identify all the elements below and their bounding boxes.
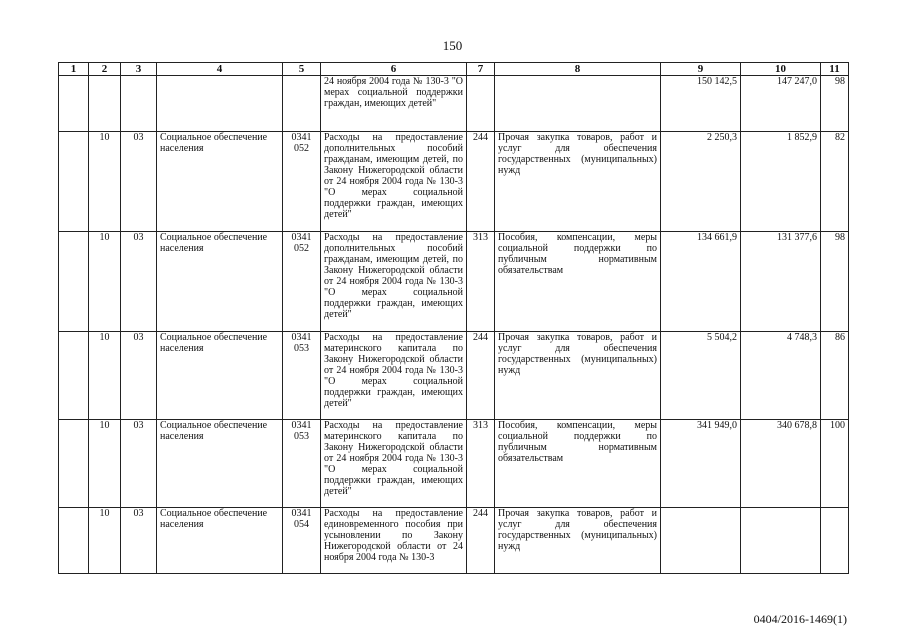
cell-section — [89, 76, 121, 132]
column-header-9: 9 — [661, 63, 741, 76]
column-header-5: 5 — [283, 63, 321, 76]
cell-col1 — [59, 232, 89, 332]
cell-planned-amount: 134 661,9 — [661, 232, 741, 332]
column-header-4: 4 — [157, 63, 283, 76]
cell-executed-amount — [741, 508, 821, 574]
cell-expense-type — [467, 76, 495, 132]
cell-subsection: 03 — [121, 232, 157, 332]
cell-planned-amount: 150 142,5 — [661, 76, 741, 132]
cell-percent — [821, 508, 849, 574]
table-row — [59, 420, 849, 508]
table-row — [59, 508, 849, 574]
cell-expense-type: 313 — [467, 232, 495, 332]
cell-target-code: 0341 053 — [283, 332, 321, 420]
cell-executed-amount: 4 748,3 — [741, 332, 821, 420]
cell-percent: 98 — [821, 76, 849, 132]
column-header-1: 1 — [59, 63, 89, 76]
cell-target-code: 0341 053 — [283, 420, 321, 508]
cell-subsection: 03 — [121, 508, 157, 574]
cell-executed-amount: 340 678,8 — [741, 420, 821, 508]
cell-percent: 86 — [821, 332, 849, 420]
cell-target-code: 0341 054 — [283, 508, 321, 574]
cell-subsection: 03 — [121, 132, 157, 232]
cell-section-name: Социальное обеспечение населения — [157, 332, 283, 420]
cell-executed-amount: 131 377,6 — [741, 232, 821, 332]
cell-col1 — [59, 332, 89, 420]
column-header-2: 2 — [89, 63, 121, 76]
cell-target-code: 0341 052 — [283, 132, 321, 232]
cell-executed-amount: 1 852,9 — [741, 132, 821, 232]
cell-percent: 98 — [821, 232, 849, 332]
column-header-11: 11 — [821, 63, 849, 76]
cell-expense-description: 24 ноября 2004 года № 130-3 "О мерах социальной поддержки граждан, имеющих детей" — [321, 76, 467, 132]
budget-table — [58, 62, 849, 574]
cell-expense-description: Расходы на предоставление материнского капитала по Закону Нижегородской области от 24 ноября 2004 года № 130-3 "О мерах социальной поддержки граждан, имеющих детей" — [321, 420, 467, 508]
cell-subsection — [121, 76, 157, 132]
document-code: 0404/2016-1469(1) — [753, 612, 847, 626]
cell-expense-type: 313 — [467, 420, 495, 508]
cell-section-name: Социальное обеспечение населения — [157, 420, 283, 508]
column-header-7: 7 — [467, 63, 495, 76]
table-body — [59, 76, 849, 574]
cell-expense-description: Расходы на предоставление единовременного пособия при усыновлении по Закону Нижегородской области от 24 ноября 2004 года № 130-3 — [321, 508, 467, 574]
cell-col1 — [59, 132, 89, 232]
cell-expense-type-name: Пособия, компенсации, меры социальной поддержки по публичным нормативным обязательствам — [495, 232, 661, 332]
cell-section: 10 — [89, 132, 121, 232]
cell-planned-amount: 5 504,2 — [661, 332, 741, 420]
cell-target-code — [283, 76, 321, 132]
column-header-10: 10 — [741, 63, 821, 76]
cell-col1 — [59, 420, 89, 508]
cell-section-name: Социальное обеспечение населения — [157, 232, 283, 332]
column-header-3: 3 — [121, 63, 157, 76]
cell-expense-description: Расходы на предоставление дополнительных пособий гражданам, имеющим детей, по Закону Нижегородской области от 24 ноября 2004 года № 130-3 "О мерах социальной поддержки граждан, имеющих детей" — [321, 132, 467, 232]
cell-section-name — [157, 76, 283, 132]
cell-expense-type-name — [495, 76, 661, 132]
table-row — [59, 132, 849, 232]
cell-percent: 82 — [821, 132, 849, 232]
cell-section: 10 — [89, 508, 121, 574]
cell-col1 — [59, 508, 89, 574]
cell-expense-description: Расходы на предоставление материнского капитала по Закону Нижегородской области от 24 ноября 2004 года № 130-3 "О мерах социальной поддержки граждан, имеющих детей" — [321, 332, 467, 420]
cell-col1 — [59, 76, 89, 132]
cell-percent: 100 — [821, 420, 849, 508]
cell-expense-type: 244 — [467, 508, 495, 574]
cell-subsection: 03 — [121, 420, 157, 508]
cell-expense-description: Расходы на предоставление дополнительных пособий гражданам, имеющим детей, по Закону Нижегородской области от 24 ноября 2004 года № 130-3 "О мерах социальной поддержки граждан, имеющих детей" — [321, 232, 467, 332]
cell-expense-type-name: Прочая закупка товаров, работ и услуг для обеспечения государственных (муниципальных) нужд — [495, 508, 661, 574]
header-row — [59, 63, 849, 76]
cell-section: 10 — [89, 420, 121, 508]
page-number: 150 — [442, 38, 463, 53]
cell-planned-amount: 341 949,0 — [661, 420, 741, 508]
cell-expense-type: 244 — [467, 132, 495, 232]
cell-expense-type-name: Прочая закупка товаров, работ и услуг для обеспечения государственных (муниципальных) нужд — [495, 332, 661, 420]
cell-section: 10 — [89, 232, 121, 332]
table-row — [59, 332, 849, 420]
cell-expense-type-name: Пособия, компенсации, меры социальной поддержки по публичным нормативным обязательствам — [495, 420, 661, 508]
table-row — [59, 232, 849, 332]
cell-planned-amount — [661, 508, 741, 574]
cell-section-name: Социальное обеспечение населения — [157, 508, 283, 574]
cell-section-name: Социальное обеспечение населения — [157, 132, 283, 232]
cell-expense-type: 244 — [467, 332, 495, 420]
cell-section: 10 — [89, 332, 121, 420]
cell-expense-type-name: Прочая закупка товаров, работ и услуг для обеспечения государственных (муниципальных) нужд — [495, 132, 661, 232]
cell-planned-amount: 2 250,3 — [661, 132, 741, 232]
column-header-6: 6 — [321, 63, 467, 76]
cell-subsection: 03 — [121, 332, 157, 420]
table-row — [59, 76, 849, 132]
cell-executed-amount: 147 247,0 — [741, 76, 821, 132]
cell-target-code: 0341 052 — [283, 232, 321, 332]
column-header-8: 8 — [495, 63, 661, 76]
